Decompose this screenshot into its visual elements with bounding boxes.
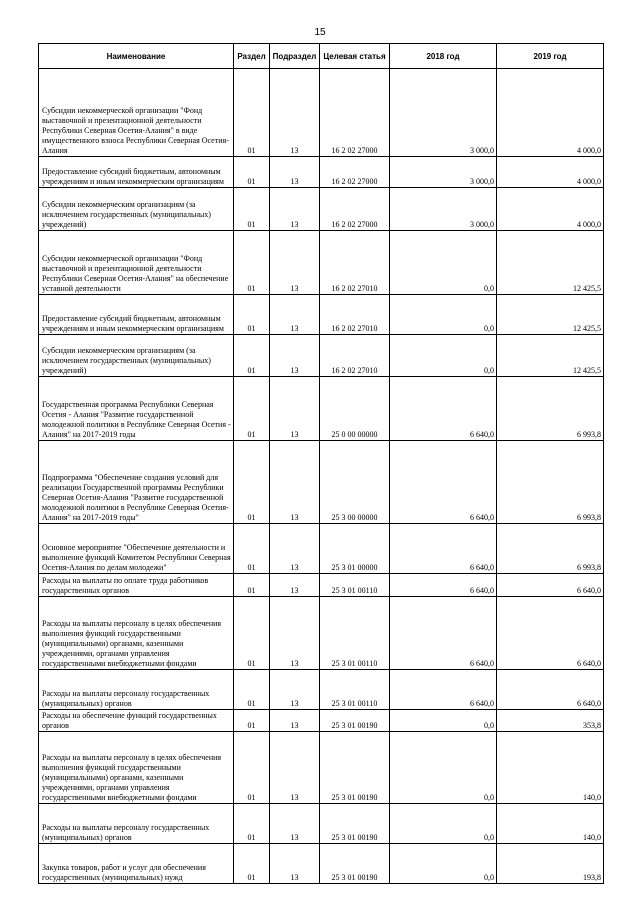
cell-razdel: 01 [234,804,270,844]
cell-2019: 4 000,0 [497,157,604,188]
cell-2018: 0,0 [390,295,497,335]
cell-2018: 6 640,0 [390,597,497,670]
table-row [39,710,604,732]
cell-2018: 0,0 [390,231,497,295]
cell-2019: 12 425,5 [497,231,604,295]
cell-2018: 6 640,0 [390,670,497,710]
cell-podrazdel: 13 [270,377,320,441]
cell-razdel: 01 [234,574,270,597]
cell-razdel: 01 [234,670,270,710]
cell-name: Расходы на выплаты персоналу в целях обеспечения выполнения функций государственными (муниципальными) органами, казенными учреждениями, органами управления государственными внебюджетными фондами [39,597,234,670]
table-row [39,231,604,295]
table-row [39,670,604,710]
cell-statya: 25 3 01 00000 [320,524,390,574]
cell-podrazdel: 13 [270,710,320,732]
cell-podrazdel: 13 [270,732,320,804]
cell-name: Расходы на выплаты персоналу в целях обеспечения выполнения функций государственными (муниципальными) органами, казенными учреждениями, органами управления государственными внебюджетными фондами [39,732,234,804]
cell-name: Подпрограмма "Обеспечение создания условий для реализации Государственной программы Республики Северная Осетия-Алания "Развитие государственной молодежной политики в Республике Северная Осетия-Алания" на 2017-2019 годы" [39,441,234,524]
cell-podrazdel: 13 [270,335,320,377]
cell-2019: 353,8 [497,710,604,732]
cell-podrazdel: 13 [270,441,320,524]
cell-2019: 6 640,0 [497,574,604,597]
header-name: Наименование [39,44,234,69]
cell-statya: 25 3 01 00110 [320,597,390,670]
cell-podrazdel: 13 [270,804,320,844]
header-statya: Целевая статья [320,44,390,69]
cell-2018: 3 000,0 [390,69,497,157]
cell-name: Расходы на обеспечение функций государственных органов [39,710,234,732]
cell-razdel: 01 [234,69,270,157]
cell-statya: 25 3 00 00000 [320,441,390,524]
cell-2018: 0,0 [390,335,497,377]
cell-2019: 193,8 [497,844,604,884]
cell-2018: 0,0 [390,710,497,732]
cell-razdel: 01 [234,710,270,732]
cell-statya: 16 2 02 27010 [320,231,390,295]
cell-2019: 140,0 [497,732,604,804]
cell-razdel: 01 [234,377,270,441]
cell-statya: 16 2 02 27000 [320,188,390,231]
cell-name: Расходы на выплаты персоналу государственных (муниципальных) органов [39,670,234,710]
cell-name: Предоставление субсидий бюджетным, автономным учреждениям и иным некоммерческим организациям [39,295,234,335]
cell-2018: 3 000,0 [390,157,497,188]
cell-2018: 6 640,0 [390,524,497,574]
cell-razdel: 01 [234,441,270,524]
cell-2019: 12 425,5 [497,295,604,335]
cell-name: Субсидии некоммерческим организациям (за исключением государственных (муниципальных) учреждений) [39,335,234,377]
cell-statya: 16 2 02 27010 [320,335,390,377]
table-row [39,441,604,524]
cell-name: Основное мероприятие "Обеспечение деятельности и выполнение функций Комитетом Республики Северная Осетия-Алания по делам молодежи" [39,524,234,574]
cell-statya: 25 3 01 00190 [320,804,390,844]
cell-razdel: 01 [234,732,270,804]
header-razdel: Раздел [234,44,270,69]
table-row [39,157,604,188]
cell-razdel: 01 [234,157,270,188]
table-header-row [39,44,604,69]
cell-2018: 0,0 [390,732,497,804]
cell-razdel: 01 [234,524,270,574]
cell-name: Закупка товаров, работ и услуг для обеспечения государственных (муниципальных) нужд [39,844,234,884]
cell-2018: 3 000,0 [390,188,497,231]
cell-2018: 6 640,0 [390,574,497,597]
table-row [39,295,604,335]
header-2018: 2018 год [390,44,497,69]
cell-podrazdel: 13 [270,670,320,710]
cell-2018: 0,0 [390,804,497,844]
cell-podrazdel: 13 [270,574,320,597]
cell-2019: 4 000,0 [497,188,604,231]
cell-podrazdel: 13 [270,188,320,231]
cell-statya: 16 2 02 27000 [320,157,390,188]
cell-statya: 25 3 01 00190 [320,844,390,884]
cell-2018: 6 640,0 [390,377,497,441]
cell-podrazdel: 13 [270,157,320,188]
cell-statya: 25 0 00 00000 [320,377,390,441]
cell-2019: 6 993,8 [497,524,604,574]
table-row [39,188,604,231]
table-row [39,524,604,574]
cell-razdel: 01 [234,335,270,377]
cell-name: Субсидии некоммерческой организации "Фонд выставочной и презентационной деятельности Республики Северная Осетия-Алания" в виде имущественного взноса Республики Северная Осетия-Алания [39,69,234,157]
page-number: 15 [314,27,326,38]
table-row [39,377,604,441]
cell-2019: 4 000,0 [497,69,604,157]
cell-name: Расходы на выплаты по оплате труда работников государственных органов [39,574,234,597]
header-2019: 2019 год [497,44,604,69]
table-row [39,574,604,597]
cell-podrazdel: 13 [270,524,320,574]
cell-razdel: 01 [234,844,270,884]
cell-2019: 6 640,0 [497,597,604,670]
cell-razdel: 01 [234,231,270,295]
cell-razdel: 01 [234,188,270,231]
cell-statya: 25 3 01 00190 [320,710,390,732]
cell-name: Субсидии некоммерческой организации "Фонд выставочной и презентационной деятельности Республики Северная Осетия-Алания" на обеспечение уставной деятельности [39,231,234,295]
cell-name: Субсидии некоммерческим организациям (за исключением государственных (муниципальных) учреждений) [39,188,234,231]
cell-2019: 6 993,8 [497,441,604,524]
cell-razdel: 01 [234,597,270,670]
cell-statya: 25 3 01 00190 [320,732,390,804]
cell-name: Расходы на выплаты персоналу государственных (муниципальных) органов [39,804,234,844]
cell-name: Государственная программа Республики Северная Осетия - Алания "Развитие государственной молодежной политики в Республике Северная Осетия - Алания" на 2017-2019 годы [39,377,234,441]
cell-statya: 16 2 02 27000 [320,69,390,157]
cell-2019: 6 993,8 [497,377,604,441]
cell-razdel: 01 [234,295,270,335]
cell-podrazdel: 13 [270,295,320,335]
table-row [39,597,604,670]
table-row [39,335,604,377]
cell-podrazdel: 13 [270,69,320,157]
cell-statya: 16 2 02 27010 [320,295,390,335]
cell-2018: 0,0 [390,844,497,884]
cell-podrazdel: 13 [270,231,320,295]
cell-name: Предоставление субсидий бюджетным, автономным учреждениям и иным некоммерческим организациям [39,157,234,188]
cell-statya: 25 3 01 00110 [320,670,390,710]
table-row [39,732,604,804]
cell-podrazdel: 13 [270,597,320,670]
budget-table [38,43,604,884]
cell-statya: 25 3 01 00110 [320,574,390,597]
cell-podrazdel: 13 [270,844,320,884]
cell-2019: 6 640,0 [497,670,604,710]
header-podrazdel: Подраздел [270,44,320,69]
table-row [39,804,604,844]
table-row [39,69,604,157]
cell-2018: 6 640,0 [390,441,497,524]
cell-2019: 140,0 [497,804,604,844]
cell-2019: 12 425,5 [497,335,604,377]
table-row [39,844,604,884]
